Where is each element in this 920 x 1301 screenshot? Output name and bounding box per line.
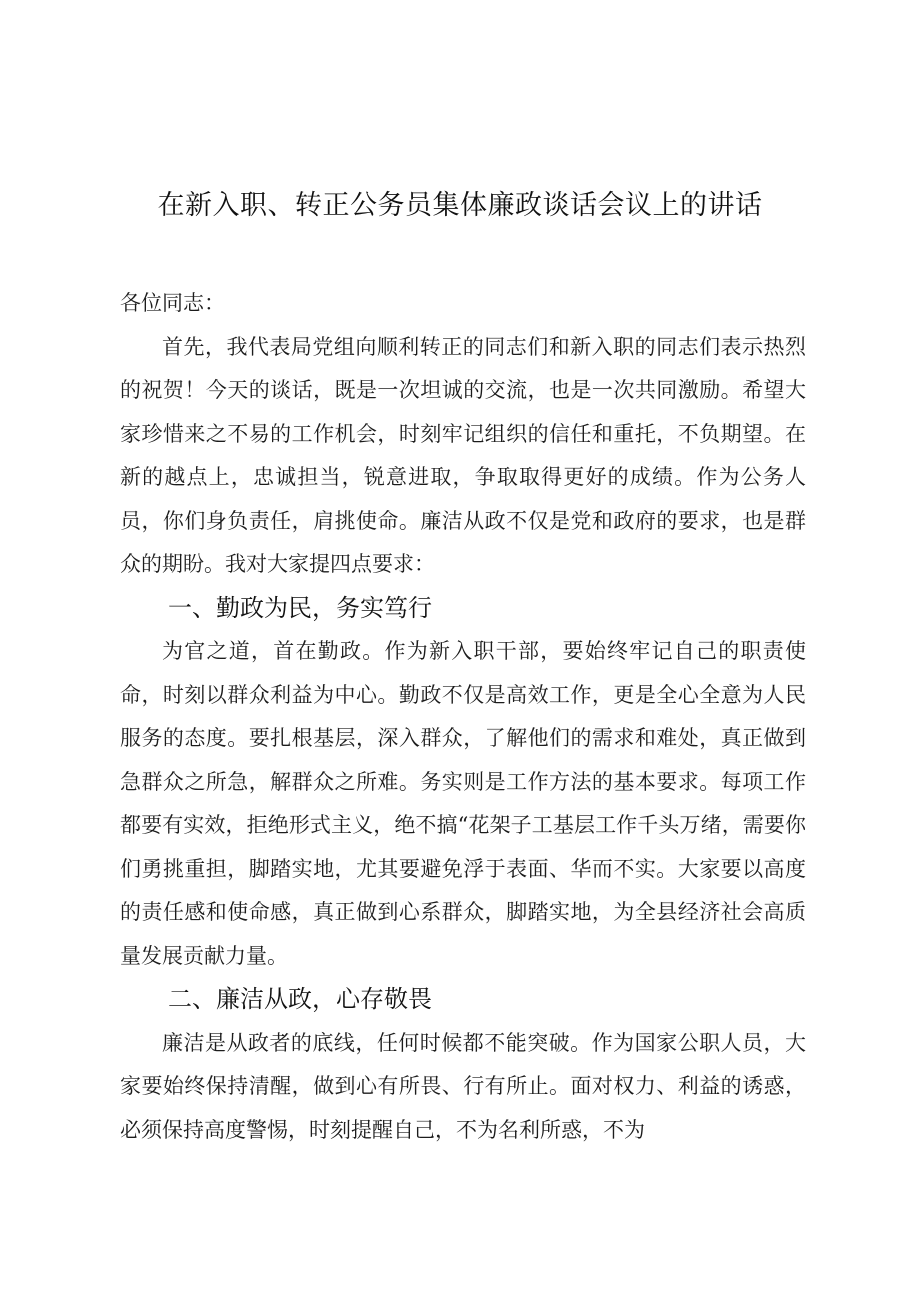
document-title: 在新入职、转正公务员集体廉政谈话会议上的讲话 <box>157 190 763 221</box>
salutation: 各位同志： <box>120 291 225 315</box>
section-2-heading: 二、廉洁从政，心存敬畏 <box>168 985 432 1013</box>
document-body <box>120 282 806 1152</box>
intro-paragraph: 首先，我代表局党组向顺利转正的同志们和新入职的同志们表示热烈的祝贺！今天的谈话，既是一次坦诚的交流，也是一次共同激励。希望大家珍惜来之不易的工作机会，时刻牢记组织的信任和重托，不负期望。在新的越点上，忠诚担当，锐意进取，争取取得更好的成绩。作为公务人员，你们身负责任，肩挑使命。廉洁从政不仅是党和政府的要求，也是群众的期盼。我对大家提四点要求： <box>120 334 806 576</box>
section-2-paragraph: 廉洁是从政者的底线，任何时候都不能突破。作为国家公职人员，大家要始终保持清醒，做到心有所畏、行有所止。面对权力、利益的诱惑，必须保持高度警惕，时刻提醒自己，不为名利所惑，不为 <box>120 1030 806 1142</box>
section-1-heading: 一、勤政为民，务实笃行 <box>168 593 432 622</box>
section-1-paragraph: 为官之道，首在勤政。作为新入职干部，要始终牢记自己的职责使命，时刻以群众利益为中心。勤政不仅是高效工作，更是全心全意为人民服务的态度。要扎根基层，深入群众，了解他们的需求和难处，真正做到急群众之所急，解群众之所难。务实则是工作方法的基本要求。每项工作都要有实效，拒绝形式主义，绝不搞“花架子工基层工作千头万绪，需要你们勇挑重担，脚踏实地，尤其要避免浮于表面、华而不实。大家要以高度的责任感和使命感，真正做到心系群众，脚踏实地，为全县经济社会高质量发展贡献力量。 <box>120 639 806 968</box>
